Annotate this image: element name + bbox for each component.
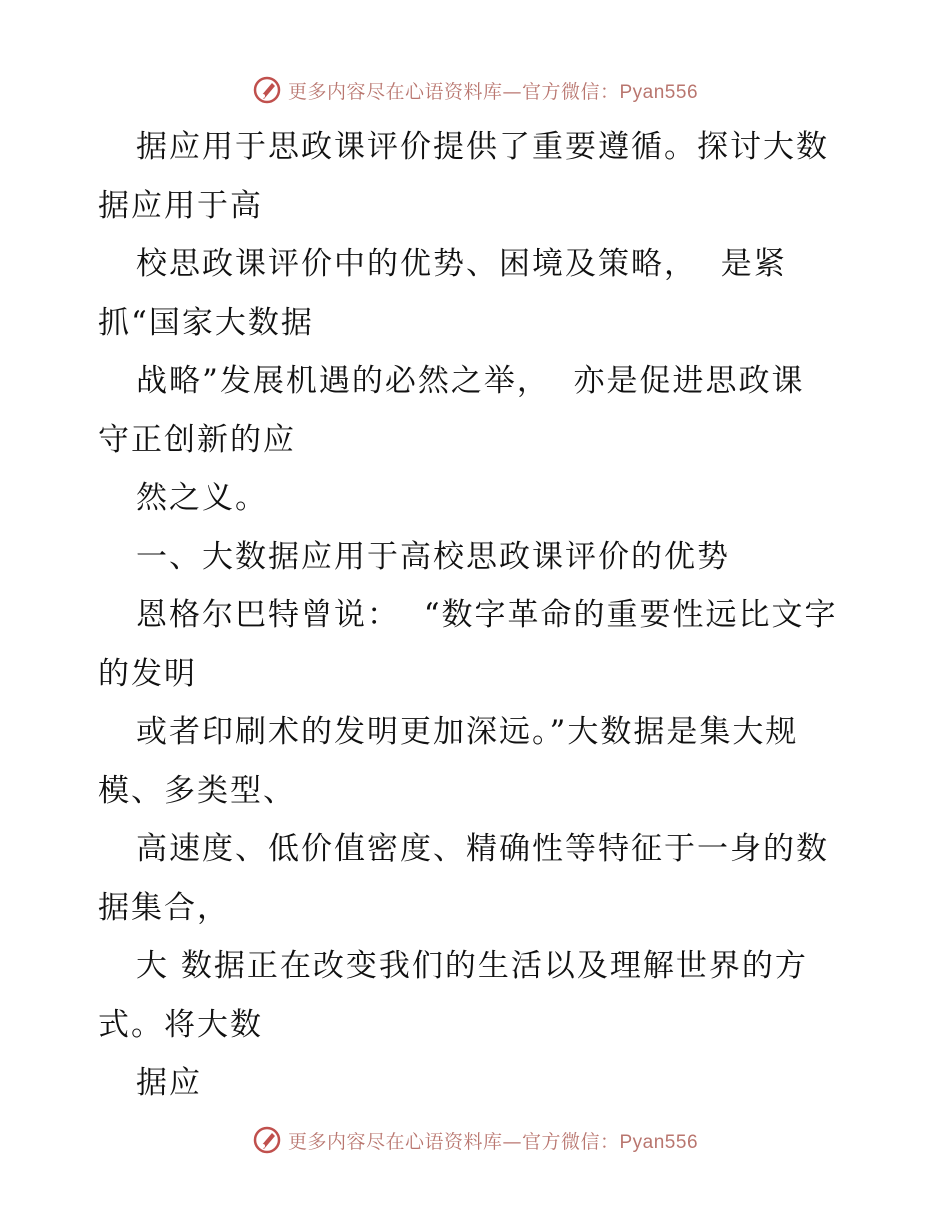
banner-wechat-id: Pyan556 (619, 1131, 699, 1153)
text-line: 据集合， (98, 889, 230, 926)
text-line: 或者印刷术的发明更加深远。”大数据是集大规 (136, 714, 799, 750)
text-line: 据应 (136, 1065, 202, 1101)
pen-in-circle-icon (252, 1125, 282, 1155)
document-body (98, 118, 858, 1113)
text-line: 据应用于思政课评价提供了重要遵循。探讨大数 (136, 129, 829, 165)
text-line: 战略”发展机遇的必然之举， 亦是促进思政课 (136, 363, 805, 399)
text-line: 式。将大数 (98, 1006, 263, 1043)
banner-wechat-id: Pyan556 (619, 81, 699, 103)
text-line: 抓“国家大数据 (98, 304, 314, 341)
text-line: 模、多类型、 (98, 772, 296, 809)
text-line: 恩格尔巴特曾说： “数字革命的重要性远比文字 (136, 597, 838, 633)
header-banner (0, 70, 950, 110)
text-line: 校思政课评价中的优势、困境及策略， 是紧 (136, 246, 787, 282)
text-line: 大 数据正在改变我们的生活以及理解世界的方 (136, 948, 808, 984)
banner-text (288, 77, 698, 104)
footer-banner (0, 1120, 950, 1160)
text-line: 的发明 (98, 655, 197, 692)
banner-slogan: 更多内容尽在心语资料库—官方微信： (287, 1130, 620, 1153)
banner-slogan: 更多内容尽在心语资料库—官方微信： (287, 80, 620, 103)
banner-text (288, 1127, 698, 1154)
text-line: 守正创新的应 (98, 421, 296, 458)
text-line: 然之义。 (136, 480, 268, 516)
text-line: 高速度、低价值密度、精确性等特征于一身的数 (136, 831, 829, 867)
text-line: 据应用于高 (98, 187, 263, 224)
section-heading: 一、大数据应用于高校思政课评价的优势 (136, 538, 730, 575)
pen-in-circle-icon (252, 75, 282, 105)
